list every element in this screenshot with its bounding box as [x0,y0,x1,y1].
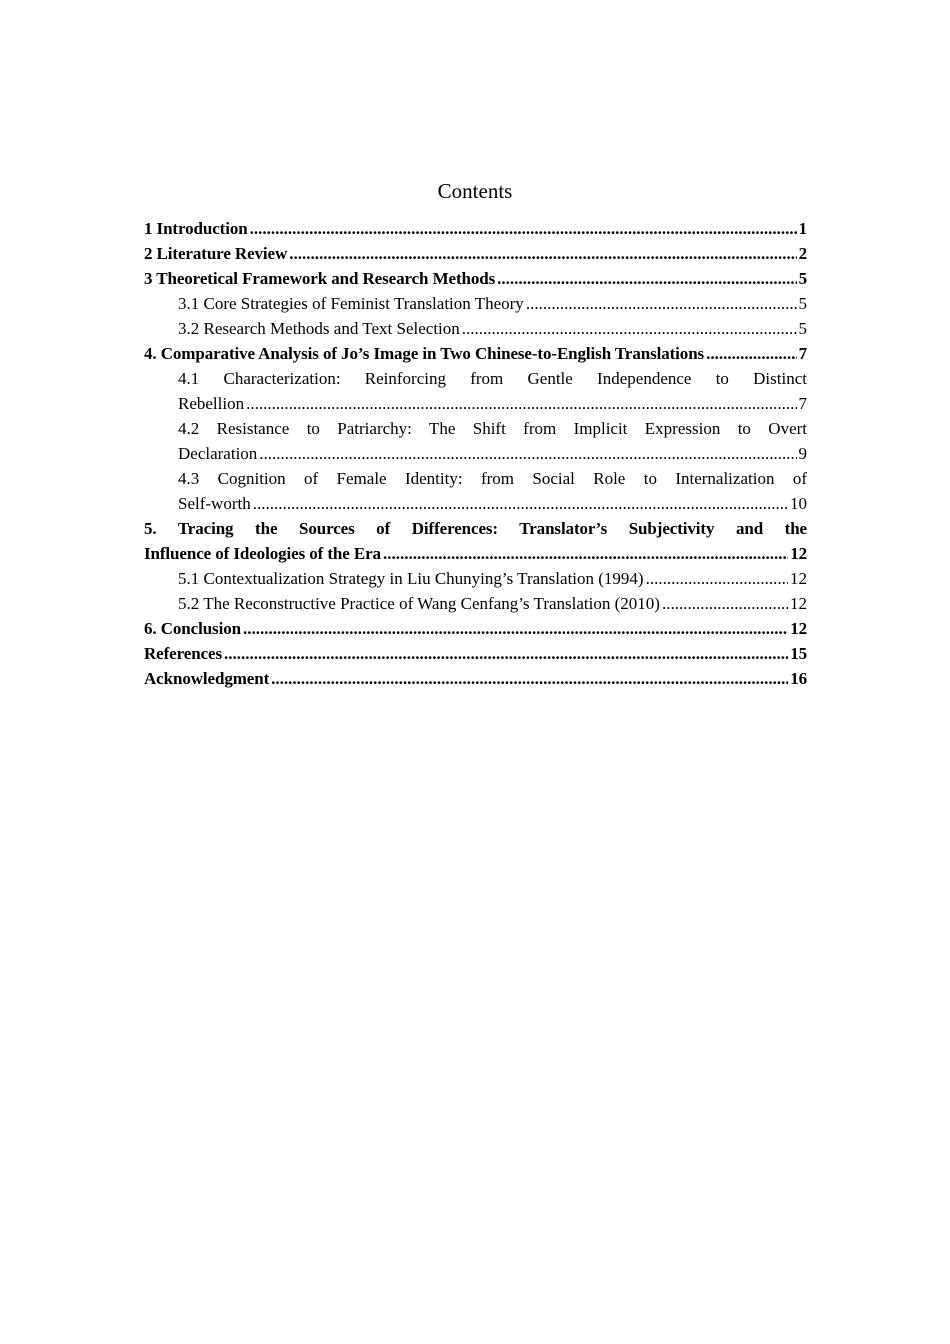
toc-entry-label: Acknowledgment [144,669,270,688]
toc-page-number: 5 [798,294,807,313]
dot-leader [271,666,788,691]
toc-entry-label: 6. Conclusion [144,619,241,638]
toc-entry-theoretical-framework[interactable] [144,266,807,291]
toc-page-number: 15 [790,644,807,663]
toc-entry-label-line1: 5. Tracing the Sources of Differences: Translator’s Subjectivity and the [144,519,807,538]
table-of-contents [144,216,807,691]
toc-entry-label: 1 Introduction [144,219,248,238]
toc-page-number: 9 [798,444,807,463]
toc-entry-label: 3.2 Research Methods and Text Selection [178,319,460,338]
toc-page-number: 10 [790,494,807,513]
toc-entry-resistance-patriarchy[interactable] [144,416,807,466]
toc-entry-label: Influence of Ideologies of the Era [144,544,381,563]
toc-entry-contextualization-strategy[interactable] [144,566,807,591]
dot-leader [462,316,797,341]
toc-entry-literature-review[interactable] [144,241,807,266]
toc-entry-label: References [144,644,222,663]
toc-entry-comparative-analysis[interactable] [144,341,807,366]
toc-page-number: 7 [798,394,807,413]
toc-entry-references[interactable] [144,641,807,666]
toc-entry-core-strategies[interactable] [144,291,807,316]
toc-entry-label: 3.1 Core Strategies of Feminist Translation Theory [178,294,524,313]
page-title: Contents [437,179,513,203]
toc-entry-reconstructive-practice[interactable] [144,591,807,616]
toc-page-number: 2 [798,244,807,263]
toc-page-number: 12 [790,544,807,563]
dot-leader [259,441,796,466]
toc-entry-tracing-sources[interactable] [144,516,807,566]
toc-entry-label: Declaration [178,444,258,463]
dot-leader [243,616,788,641]
dot-leader [526,291,797,316]
toc-entry-label: 5.1 Contextualization Strategy in Liu Chunying’s Translation (1994) [178,569,644,588]
toc-entry-label: 2 Literature Review [144,244,288,263]
dot-leader [289,241,796,266]
toc-entry-introduction[interactable] [144,216,807,241]
dot-leader [383,541,788,566]
toc-page-number: 16 [790,669,807,688]
toc-entry-acknowledgment[interactable] [144,666,807,691]
toc-entry-label-line1: 4.1 Characterization: Reinforcing from Gentle Independence to Distinct [178,369,807,388]
toc-entry-conclusion[interactable] [144,616,807,641]
toc-page-number: 1 [798,219,807,238]
dot-leader [250,216,797,241]
toc-entry-label: Rebellion [178,394,245,413]
dot-leader [246,391,796,416]
toc-entry-label: 4. Comparative Analysis of Jo’s Image in Two Chinese-to-English Translations [144,344,705,363]
toc-entry-label-line1: 4.2 Resistance to Patriarchy: The Shift from Implicit Expression to Overt [178,419,807,438]
dot-leader [662,591,788,616]
dot-leader [497,266,796,291]
toc-page-number: 12 [790,594,807,613]
dot-leader [224,641,788,666]
toc-page-number: 5 [798,319,807,338]
toc-entry-label: 5.2 The Reconstructive Practice of Wang Cenfang’s Translation (2010) [178,594,660,613]
toc-entry-label: 3 Theoretical Framework and Research Methods [144,269,496,288]
dot-leader [253,491,788,516]
toc-page-number: 7 [798,344,807,363]
dot-leader [706,341,797,366]
toc-page-number: 12 [790,619,807,638]
toc-entry-research-methods[interactable] [144,316,807,341]
toc-entry-label: Self-worth [178,494,251,513]
toc-entry-female-identity[interactable] [144,466,807,516]
dot-leader [646,566,788,591]
toc-entry-label-line1: 4.3 Cognition of Female Identity: from Social Role to Internalization of [178,469,807,488]
toc-page-number: 5 [798,269,807,288]
toc-page-number: 12 [790,569,807,588]
toc-entry-characterization[interactable] [144,366,807,416]
